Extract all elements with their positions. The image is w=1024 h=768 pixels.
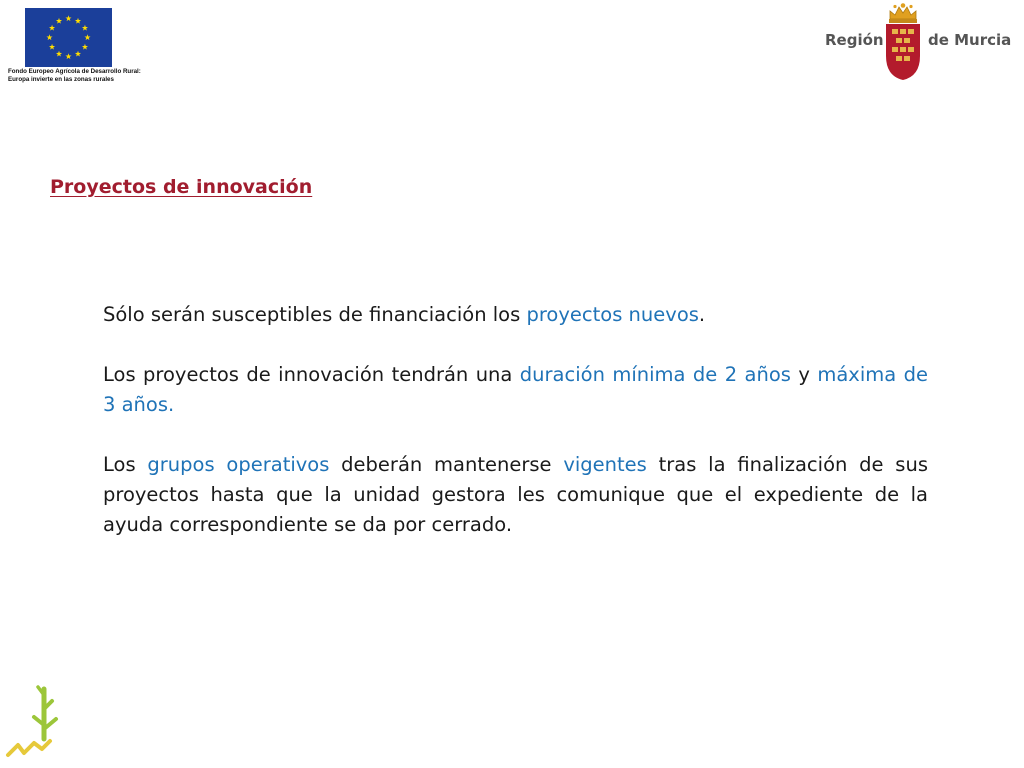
text-segment: Los proyectos de innovación tendrán una (103, 363, 520, 386)
region-murcia-logo (820, 2, 1020, 84)
eu-caption-line1: Fondo Europeo Agrícola de Desarrollo Rural: (8, 68, 141, 75)
eu-caption-line2: Europa invierte en las zonas rurales (8, 75, 114, 83)
text-segment: y (790, 363, 818, 386)
murcia-coat-of-arms-icon (882, 2, 924, 82)
highlight-segment: duración mínima de 2 años (519, 363, 791, 386)
sprout-decoration-icon (4, 683, 64, 763)
section-title: Proyectos de innovación (50, 176, 313, 198)
eu-flag-icon (25, 8, 112, 67)
highlight-segment: proyectos nuevos (526, 303, 699, 326)
murcia-logo-text-right: de Murcia (928, 31, 1012, 49)
text-segment: deberán mantenerse (329, 453, 564, 476)
highlight-segment: máxima de 3 años. (103, 363, 929, 416)
paragraph-1 (103, 300, 928, 330)
highlight-segment: grupos operativos (147, 453, 330, 476)
paragraph-3 (103, 450, 928, 540)
text-segment: . (698, 303, 706, 326)
eu-feader-logo (4, 4, 144, 84)
murcia-logo-text-left: Región (825, 31, 884, 49)
eu-caption (8, 68, 158, 83)
text-segment: tras la finalización de sus proyectos hasta que la unidad gestora les comunique que el expediente de la ayuda correspondiente se da por cerrado. (103, 453, 928, 536)
text-segment: Sólo serán susceptibles de financiación los (103, 303, 527, 326)
body-content (103, 300, 928, 570)
highlight-segment: vigentes (563, 453, 647, 476)
text-segment: Los (103, 453, 148, 476)
paragraph-2 (103, 360, 928, 420)
